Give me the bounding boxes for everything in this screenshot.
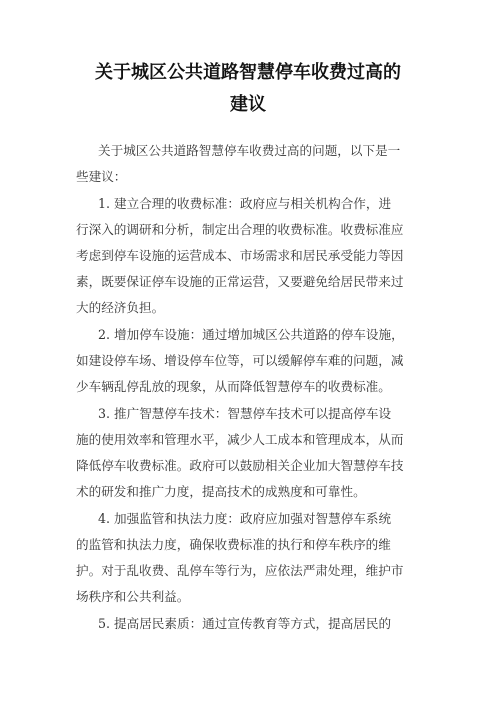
suggestion-5-line-1: 5. 提高居民素质：通过宣传教育等方式，提高居民的 [98, 616, 392, 631]
suggestion-3-line-3: 降低停车收费标准。政府可以鼓励相关企业加大智慧停车技 [76, 458, 404, 473]
suggestion-1-line-1: 1. 建立合理的收费标准：政府应与相关机构合作，进 [98, 196, 392, 211]
suggestion-1-line-5: 大的经济负担。 [76, 300, 165, 315]
suggestion-3-line-2: 施的使用效率和管理水平，减少人工成本和管理成本，从而 [76, 432, 404, 447]
suggestion-3-line-4: 术的研发和推广力度，提高技术的成熟度和可靠性。 [76, 484, 366, 499]
suggestion-2-line-2: 如建设停车场、增设停车位等，可以缓解停车难的问题，减 [76, 353, 404, 368]
intro-line-1: 关于城区公共道路智慧停车收费过高的问题，以下是一 [98, 143, 401, 158]
intro-line-2: 些建议： [76, 169, 127, 184]
suggestion-1-line-2: 行深入的调研和分析，制定出合理的收费标准。收费标准应 [76, 222, 404, 237]
suggestion-2-line-3: 少车辆乱停乱放的现象，从而降低智慧停车的收费标准。 [76, 379, 391, 394]
suggestion-4-line-3: 护。对于乱收费、乱停车等行为，应依法严肃处理，维护市 [76, 563, 404, 578]
document-title-line-1: 关于城区公共道路智慧停车收费过高的 [95, 62, 401, 83]
suggestion-3-line-1: 3. 推广智慧停车技术：智慧停车技术可以提高停车设 [98, 406, 392, 421]
document-title-line-2: 建议 [230, 94, 266, 115]
suggestion-4-line-1: 4. 加强监管和执法力度：政府应加强对智慧停车系统 [98, 511, 392, 526]
suggestion-2-line-1: 2. 增加停车设施：通过增加城区公共道路的停车设施， [98, 327, 404, 342]
suggestion-4-line-4: 场秩序和公共利益。 [76, 589, 190, 604]
suggestion-1-line-4: 素，既要保证停车设施的正常运营，又要避免给居民带来过 [76, 274, 404, 289]
suggestion-1-line-3: 考虑到停车设施的运营成本、市场需求和居民承受能力等因 [76, 248, 404, 263]
suggestion-4-line-2: 的监管和执法力度，确保收费标准的执行和停车秩序的维 [76, 537, 391, 552]
